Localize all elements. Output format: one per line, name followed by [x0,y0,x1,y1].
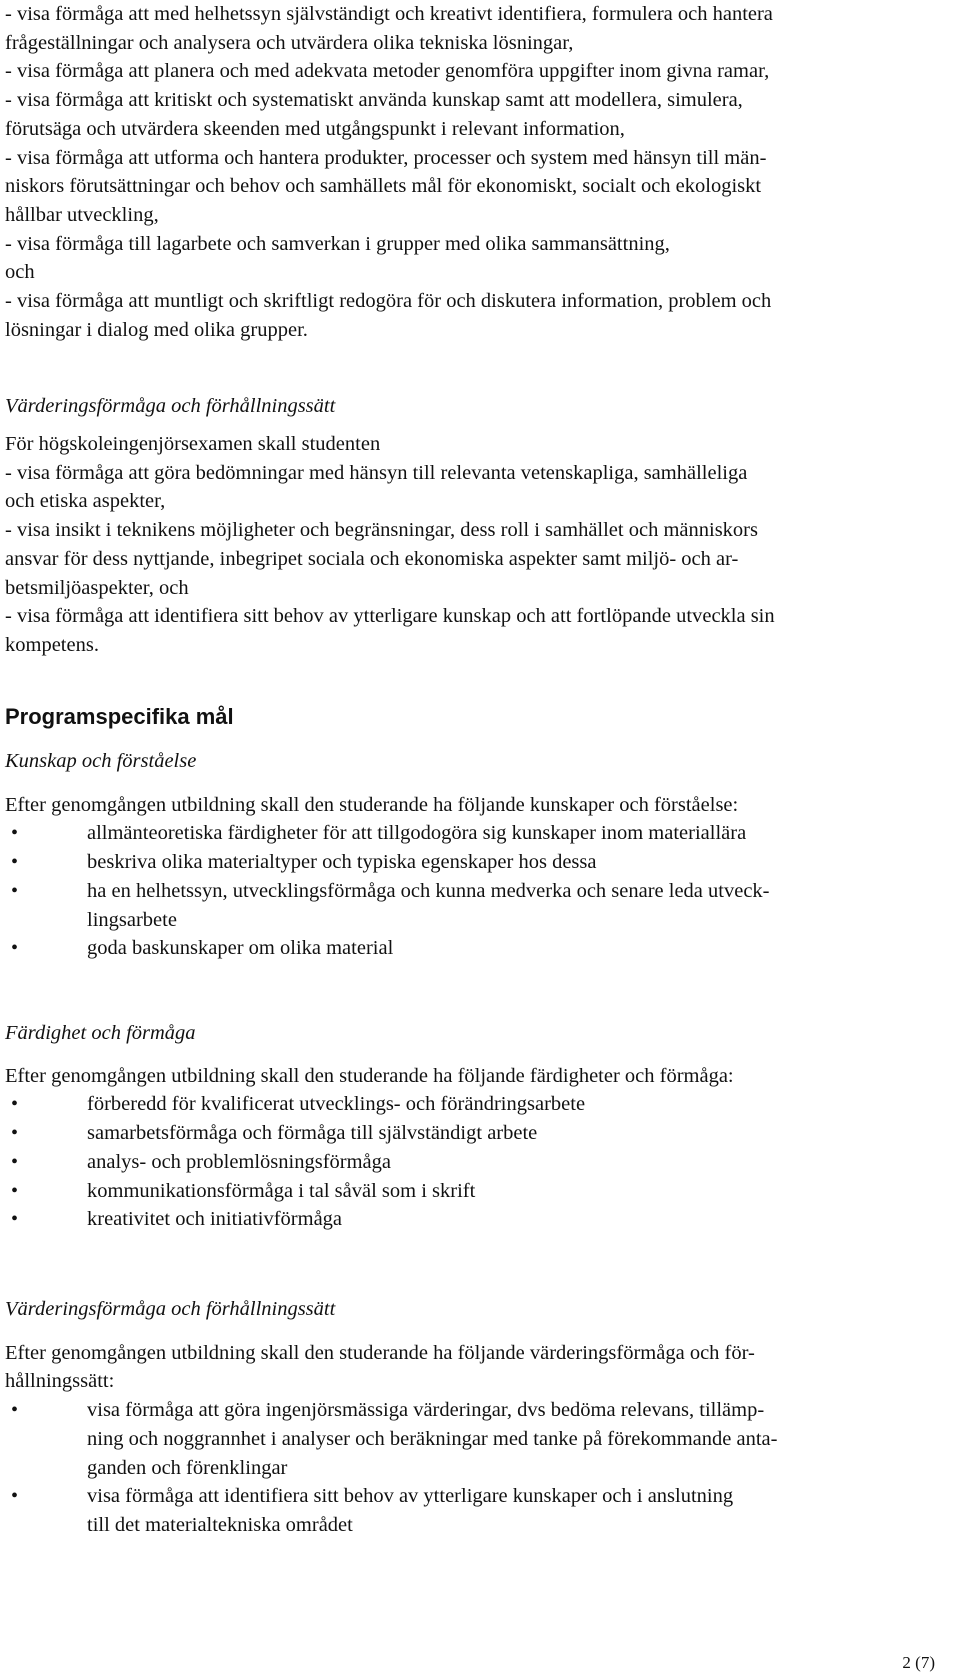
list-item-text: beskriva olika materialtyper och typiska egenskaper hos dessa [87,851,597,874]
list-item [5,819,955,848]
list-item [5,1090,955,1119]
list-item [5,877,955,934]
list-item-text: visa förmåga att identifiera sitt behov av ytterligare kunskaper och i anslutning till det materialtekniska området [87,1485,734,1536]
intro-paragraph: - visa förmåga att kritiskt och systematiskt använda kunskap samt att modellera, simulera, förutsäga och utvärdera skeenden med utgångspunkt i relevant information, [5,89,743,140]
bullet-icon: • [11,1093,19,1116]
list-item-text: analys- och problemlösningsförmåga [87,1150,392,1173]
list-item [5,1177,955,1206]
intro-paragraph: - visa förmåga till lagarbete och samverkan i grupper med olika sammansättning, och [5,232,670,284]
knowledge-list [5,819,955,963]
values-body [5,402,955,660]
list-item [5,848,955,877]
list-item [5,1205,955,1234]
judgement-lead: Efter genomgången utbildning skall den studerande ha följande värderingsförmåga och för- hållningssätt: [5,1341,755,1393]
list-item [5,1396,955,1482]
bullet-icon: • [11,1485,19,1508]
list-item [5,1148,955,1177]
list-item-text: samarbetsförmåga och förmåga till självständigt arbete [87,1122,538,1145]
knowledge-lead: Efter genomgången utbildning skall den studerande ha följande kunskaper och förståelse: [5,793,739,816]
skills-section [5,1019,955,1234]
intro-paragraph: - visa förmåga att muntligt och skriftligt redogöra för och diskutera information, problem och lösningar i dialog med olika grupper. [5,290,772,341]
list-item [5,1482,955,1539]
list-item-text: ha en helhetssyn, utvecklingsförmåga och kunna medverka och senare leda utveck- lingsarbete [87,879,770,931]
bullet-icon: • [11,1399,19,1422]
bullet-icon: • [11,822,19,845]
values-paragraph: För högskoleingenjörsexamen skall studenten [5,433,381,455]
program-goals-section [5,703,955,731]
bullet-icon: • [11,1150,19,1173]
list-item-text: förberedd för kvalificerat utvecklings- och förändringsarbete [87,1093,586,1116]
list-item-text: kommunikationsförmåga i tal såväl som i skrift [87,1179,476,1202]
values-paragraph: - visa förmåga att göra bedömningar med hänsyn till relevanta vetenskapliga, samhälleliga och etiska aspekter, [5,461,748,513]
judgement-heading: Värderingsförmåga och förhållningssätt [5,1298,336,1320]
judgement-section [5,1295,955,1540]
program-goals-heading: Programspecifika mål [5,704,234,729]
knowledge-section [5,747,955,963]
bullet-icon: • [11,1179,19,1202]
intro-paragraph: - visa förmåga att planera och med adekvata metoder genomföra uppgifter inom givna ramar, [5,60,770,83]
skills-lead: Efter genomgången utbildning skall den studerande ha följande färdigheter och förmåga: [5,1064,734,1087]
list-item-text: goda baskunskaper om olika material [87,937,394,960]
bullet-icon: • [11,1208,19,1231]
values-paragraph: - visa insikt i teknikens möjligheter och begränsningar, dess roll i samhället och människors ansvar för dess nyttjande, inbegripet sociala och ekonomiska aspekter samt miljö- och ar- betsmiljöaspekter, och [5,519,758,599]
intro-section [5,0,955,344]
judgement-list [5,1396,955,1540]
values-paragraph: - visa förmåga att identifiera sitt behov av ytterligare kunskap och att fortlöpande utveckla sin kompetens. [5,605,775,656]
skills-heading: Färdighet och förmåga [5,1022,196,1044]
list-item-text: kreativitet och initiativförmåga [87,1208,343,1231]
bullet-icon: • [11,1122,19,1145]
knowledge-heading: Kunskap och förståelse [5,750,197,772]
list-item [5,1119,955,1148]
bullet-icon: • [11,851,19,874]
intro-paragraph: - visa förmåga att med helhetssyn självständigt och kreativt identifiera, formulera och hantera frågeställningar och analysera och utvärdera olika tekniska lösningar, [5,3,773,54]
list-item-text: allmänteoretiska färdigheter för att tillgodogöra sig kunskaper inom materiallära [87,822,747,845]
bullet-icon: • [11,879,19,902]
bullet-icon: • [11,937,19,960]
page-number: 2 (7) [902,1653,935,1672]
section-heading: Värderingsförmåga och förhållningssätt [5,395,336,417]
list-item [5,934,955,963]
list-item-text: visa förmåga att göra ingenjörsmässiga värderingar, dvs bedöma relevans, tillämp- ning och noggrannhet i analyser och beräkningar med tanke på förekommande anta- ganden och förenklingar [87,1399,778,1479]
intro-paragraph: - visa förmåga att utforma och hantera produkter, processer och system med hänsyn till män- niskors förutsättningar och behov och samhällets mål för ekonomiskt, socialt och ekologiskt hållbar utveckling, [5,146,767,226]
skills-list [5,1090,955,1234]
